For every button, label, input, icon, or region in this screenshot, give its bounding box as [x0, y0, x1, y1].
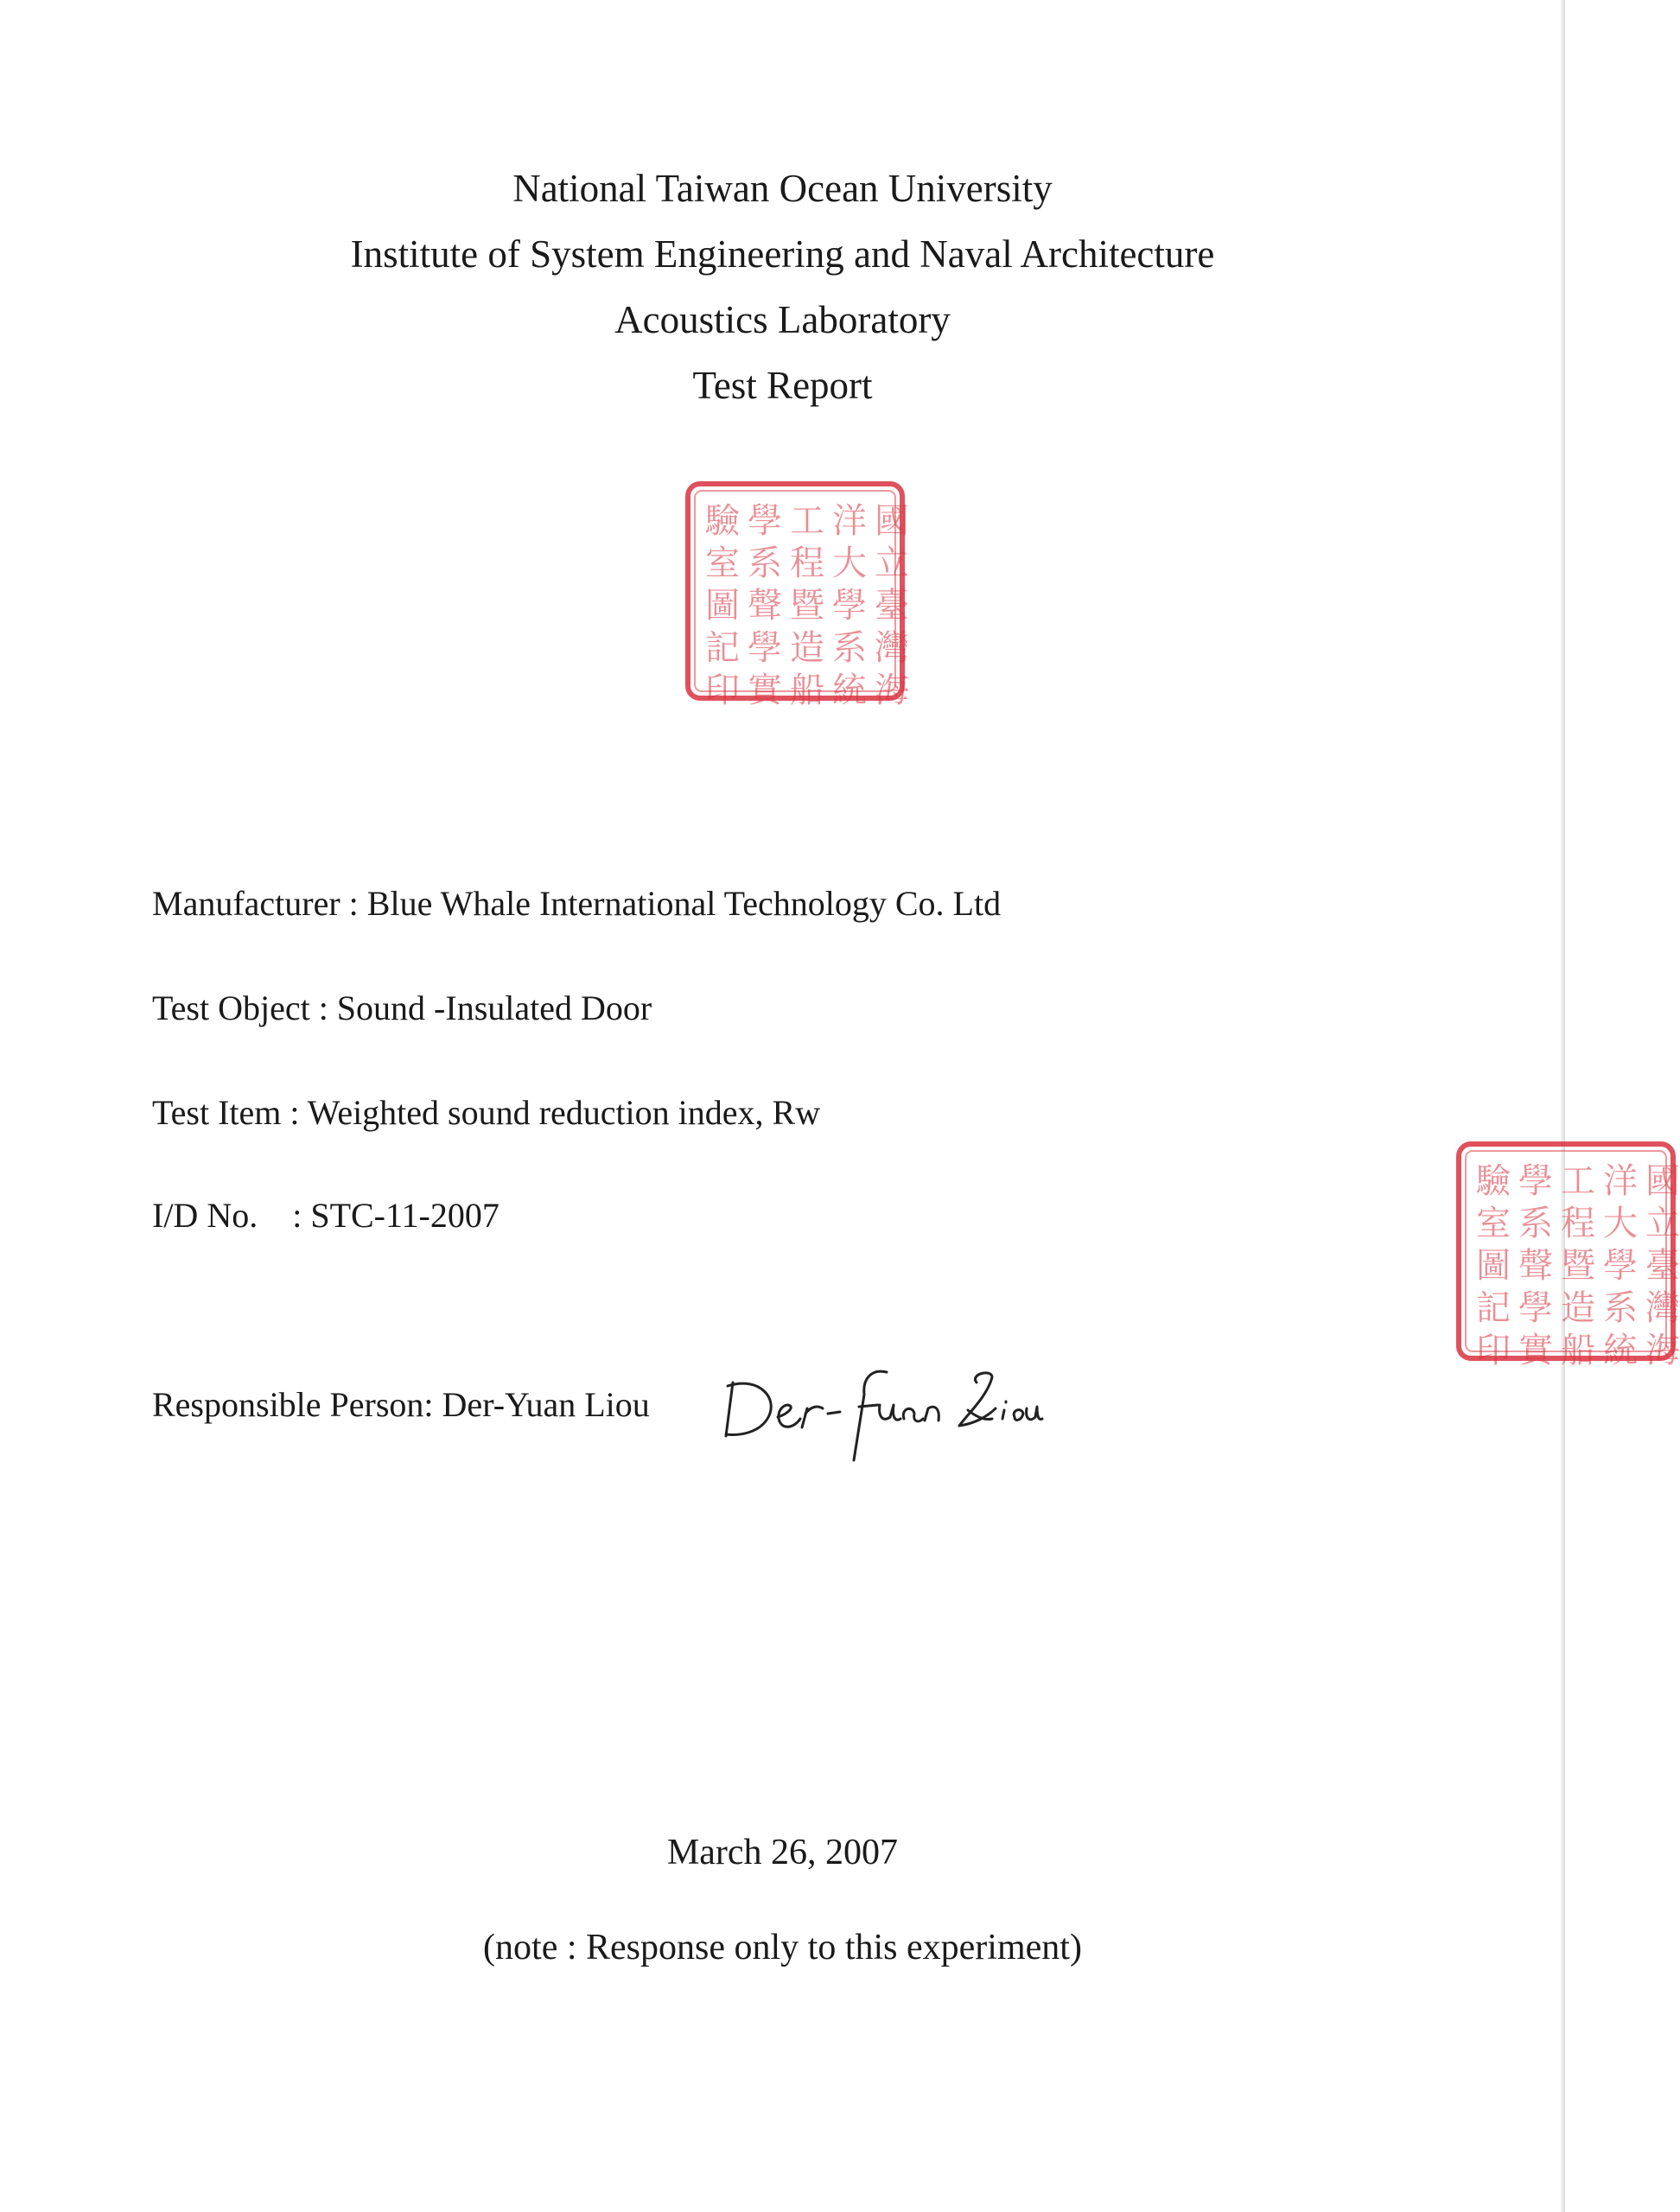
- test-item-field: Test Item : Weighted sound reduction index, Rw: [152, 1093, 821, 1132]
- svg-text:系: 系: [1603, 1288, 1638, 1328]
- svg-text:大: 大: [1603, 1204, 1638, 1243]
- svg-text:記: 記: [705, 628, 740, 668]
- svg-text:造: 造: [1561, 1288, 1595, 1328]
- id-number-field: I/D No. : STC-11-2007: [152, 1196, 500, 1235]
- svg-text:工: 工: [790, 501, 824, 541]
- svg-text:灣: 灣: [875, 628, 909, 668]
- svg-text:室: 室: [1476, 1204, 1511, 1243]
- report-header: [0, 156, 1565, 418]
- svg-text:聲: 聲: [748, 586, 782, 626]
- svg-text:統: 統: [832, 671, 867, 710]
- report-note: (note : Response only to this experiment): [483, 1928, 1082, 1967]
- svg-text:印: 印: [1476, 1331, 1511, 1370]
- responsible-person-field: Responsible Person: Der-Yuan Liou: [152, 1385, 650, 1424]
- svg-text:工: 工: [1561, 1161, 1595, 1201]
- svg-text:學: 學: [1518, 1161, 1553, 1201]
- svg-text:學: 學: [832, 586, 867, 626]
- university-name: National Taiwan Ocean University: [512, 167, 1053, 210]
- svg-text:洋: 洋: [832, 501, 867, 541]
- svg-text:船: 船: [790, 671, 824, 710]
- svg-text:驗: 驗: [1476, 1161, 1511, 1201]
- svg-text:暨: 暨: [790, 586, 824, 626]
- svg-text:學: 學: [1518, 1288, 1553, 1328]
- svg-text:海: 海: [875, 671, 909, 710]
- svg-text:國: 國: [1645, 1161, 1680, 1201]
- test-object-field: Test Object : Sound -Insulated Door: [152, 988, 652, 1027]
- svg-text:統: 統: [1603, 1331, 1638, 1370]
- svg-text:圖: 圖: [705, 586, 740, 626]
- svg-text:實: 實: [1518, 1331, 1553, 1370]
- svg-text:記: 記: [1476, 1288, 1511, 1328]
- laboratory-name: Acoustics Laboratory: [614, 298, 951, 341]
- svg-text:立: 立: [875, 543, 909, 583]
- svg-text:系: 系: [832, 628, 867, 668]
- svg-text:大: 大: [832, 543, 867, 583]
- svg-text:學: 學: [748, 501, 782, 541]
- official-seal: [681, 477, 909, 710]
- svg-text:灣: 灣: [1645, 1288, 1680, 1328]
- svg-text:國: 國: [875, 501, 909, 541]
- svg-text:學: 學: [1603, 1246, 1638, 1286]
- svg-text:洋: 洋: [1603, 1161, 1638, 1201]
- report-title: Test Report: [692, 364, 873, 407]
- svg-text:室: 室: [705, 543, 740, 583]
- partial-seal: [1452, 1137, 1680, 1370]
- svg-text:學: 學: [748, 628, 782, 668]
- manufacturer-field: Manufacturer : Blue Whale International Technology Co. Ltd: [152, 884, 1002, 923]
- svg-text:程: 程: [790, 543, 824, 583]
- svg-text:印: 印: [705, 671, 740, 710]
- handwritten-signature: [717, 1357, 1046, 1469]
- svg-text:驗: 驗: [705, 501, 740, 541]
- svg-text:船: 船: [1561, 1331, 1595, 1370]
- svg-text:圖: 圖: [1476, 1246, 1511, 1286]
- report-date: March 26, 2007: [666, 1833, 899, 1872]
- svg-text:臺: 臺: [875, 586, 909, 626]
- svg-text:暨: 暨: [1561, 1246, 1595, 1286]
- institute-name: Institute of System Engineering and Naval Architecture: [350, 232, 1215, 276]
- svg-text:系: 系: [748, 543, 782, 583]
- svg-text:聲: 聲: [1518, 1246, 1553, 1286]
- svg-text:立: 立: [1645, 1204, 1680, 1243]
- svg-text:海: 海: [1645, 1331, 1680, 1370]
- svg-text:臺: 臺: [1645, 1246, 1680, 1286]
- svg-text:系: 系: [1518, 1204, 1553, 1243]
- svg-text:實: 實: [748, 671, 782, 710]
- svg-text:程: 程: [1561, 1204, 1595, 1243]
- svg-text:造: 造: [790, 628, 824, 668]
